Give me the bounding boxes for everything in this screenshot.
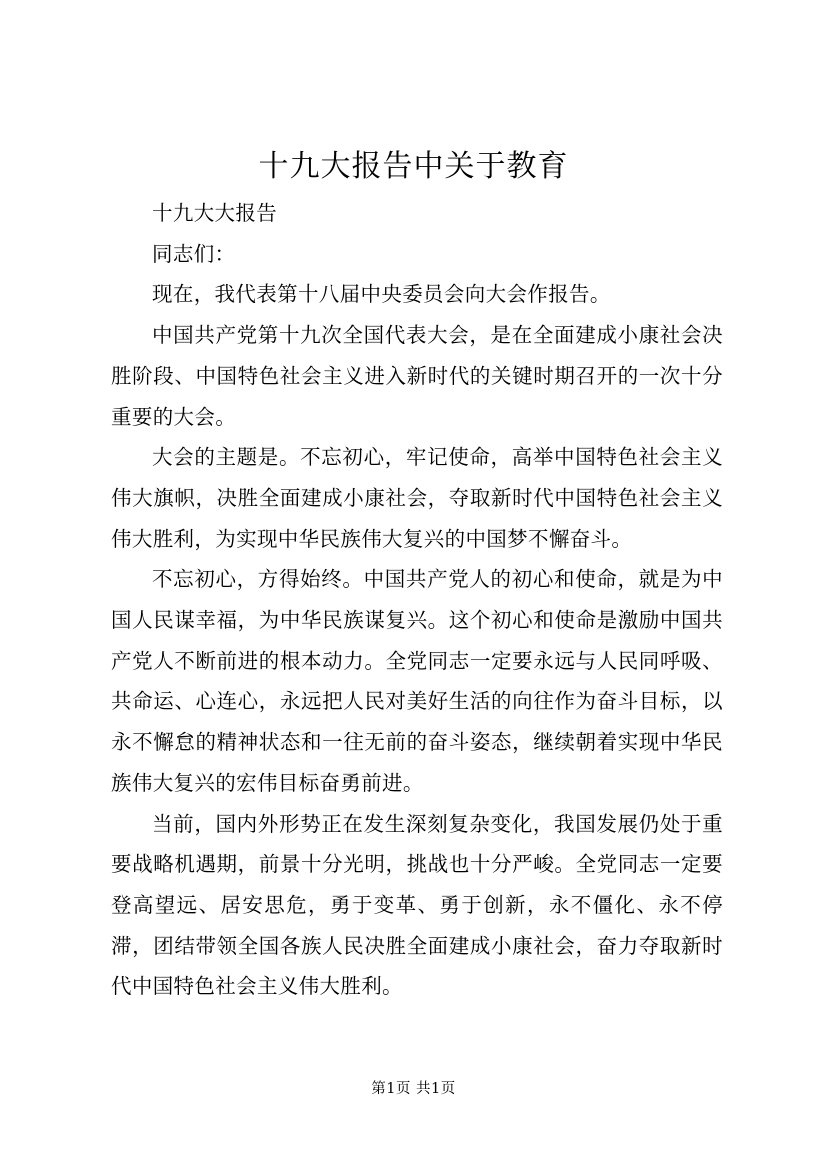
- paragraph-subtitle: 十九大大报告: [152, 201, 278, 225]
- paragraph: 当前，国内外形势正在发生深刻复杂变化，我国发展仍处于重要战略机遇期，前景十分光明，挑战也十分严峻。全党同志一定要登高望远、居安思危，勇于变革、勇于创新，永不僵化、永不停滞，团结带领全国各族人民决胜全面建成小康社会，奋力夺取新时代中国特色社会主义伟大胜利。: [111, 811, 723, 999]
- paragraph-opening: 现在，我代表第十八届中央委员会向大会作报告。: [152, 282, 611, 307]
- paragraph: 中国共产党第十九次全国代表大会，是在全面建成小康社会决胜阶段、中国特色社会主义进入新时代的关键时期召开的一次十分重要的大会。: [111, 323, 723, 429]
- paragraph: 大会的主题是。不忘初心，牢记使命，高举中国特色社会主义伟大旗帜，决胜全面建成小康社会，夺取新时代中国特色社会主义伟大胜利，为实现中华民族伟大复兴的中国梦不懈奋斗。: [111, 445, 723, 551]
- paragraph: 不忘初心，方得始终。中国共产党人的初心和使命，就是为中国人民谋幸福，为中华民族谋复兴。这个初心和使命是激励中国共产党人不断前进的根本动力。全党同志一定要永远与人民同呼吸、共命运、心连心，永远把人民对美好生活的向往作为奋斗目标，以永不懈怠的精神状态和一往无前的奋斗姿态，继续朝着实现中华民族伟大复兴的宏伟目标奋勇前进。: [111, 567, 723, 795]
- page-number-footer: 第1页 共1页: [371, 1081, 456, 1097]
- document-body: [111, 193, 723, 1007]
- document-title: 十九大报告中关于教育: [258, 149, 569, 184]
- paragraph-salutation: 同志们：: [152, 241, 236, 266]
